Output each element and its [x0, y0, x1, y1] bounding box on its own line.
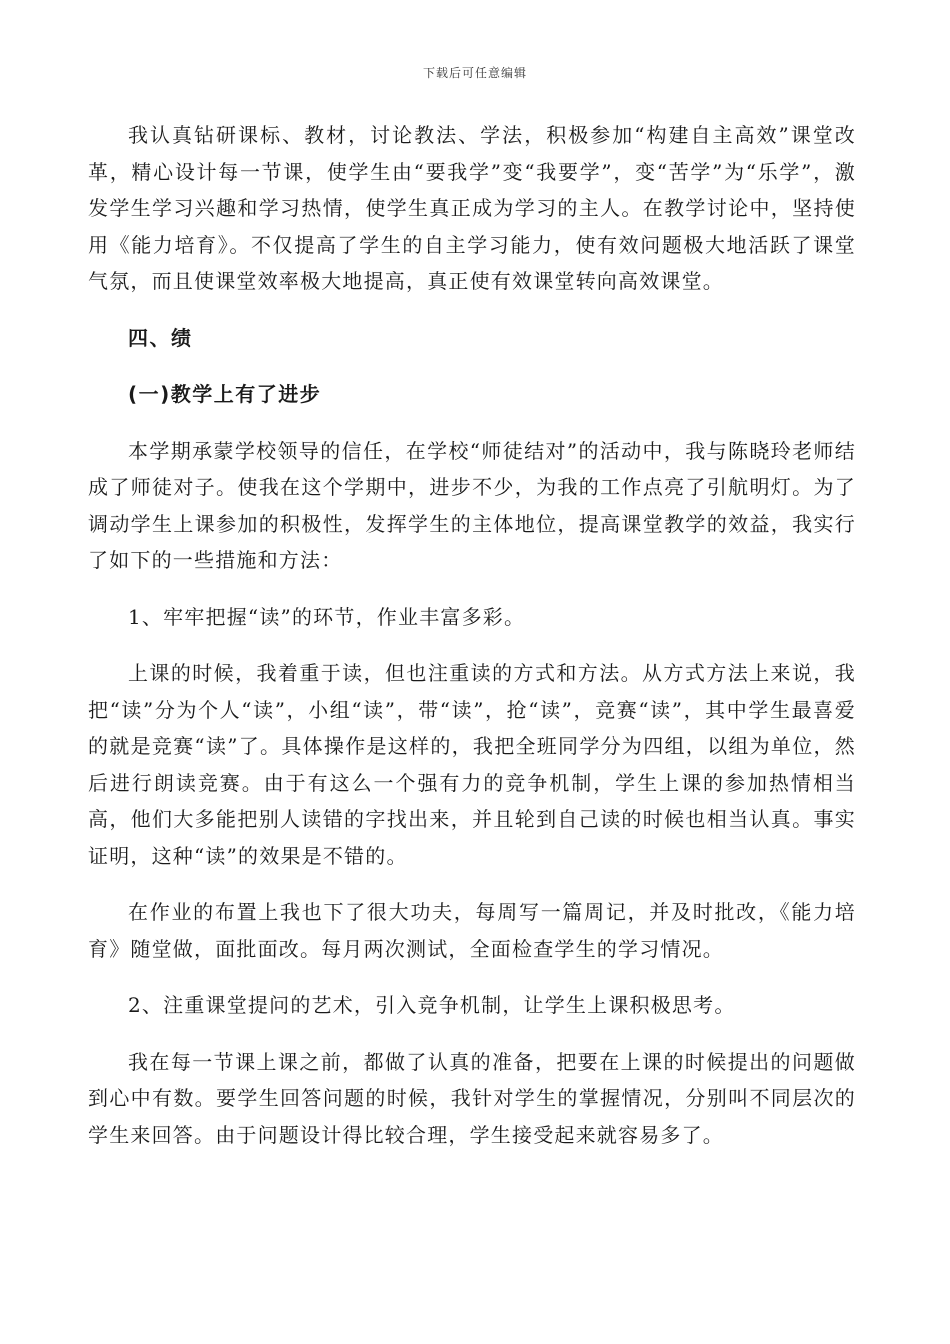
paragraph-classroom-reform: 我认真钻研课标、教材，讨论教法、学法，积极参加“构建自主高效”课堂改革，精心设计每一节课，使学生由“要我学”变“我要学”，变“苦学”为“乐学”，激发学生学习兴趣和学习热情，使学生真正成为学习的主人。在教学讨论中，坚持使用《能力培育》。不仅提高了学生的自主学习能力，使有效问题极大地活跃了课堂气氛，而且使课堂效率极大地提高，真正使有效课堂转向高效课堂。 — [88, 123, 856, 293]
item-heading-reading: 1、牢牢把握“读”的环节，作业丰富多彩。 — [128, 604, 526, 629]
paragraph-questioning: 我在每一节课上课之前，都做了认真的准备，把要在上课的时候提出的问题做到心中有数。要学生回答问题的时候，我针对学生的掌握情况，分别叫不同层次的学生来回答。由于问题设计得比较合理，学生接受起来就容易多了。 — [88, 1049, 856, 1147]
page-header: 下载后可任意编辑 — [422, 66, 527, 80]
paragraph-homework: 在作业的布置上我也下了很大功夫，每周写一篇周记，并及时批改，《能力培育》随堂做，面批面改。每月两次测试，全面检查学生的学习情况。 — [88, 900, 856, 961]
paragraph-mentorship: 本学期承蒙学校领导的信任，在学校“师徒结对”的活动中，我与陈晓玲老师结成了师徒对子。使我在这个学期中，进步不少，为我的工作点亮了引航明灯。为了调动学生上课参加的积极性，发挥学生的主体地位，提高课堂教学的效益，我实行了如下的一些措施和方法： — [88, 438, 856, 572]
document-body — [88, 117, 856, 1173]
section-heading-achievements: 四、绩 — [128, 325, 193, 350]
item-heading-questioning: 2、注重课堂提问的艺术，引入竞争机制，让学生上课积极思考。 — [128, 993, 736, 1017]
paragraph-reading-methods: 上课的时候，我着重于读，但也注重读的方式和方法。从方式方法上来说，我把“读”分为个人“读”，小组“读”，带“读”，抢“读”，竞赛“读”，其中学生最喜爱的就是竞赛“读”了。具体操作是这样的，我把全班同学分为四组，以组为单位，然后进行朗读竞赛。由于有这么一个强有力的竞争机制，学生上课的参加热情相当高，他们大多能把别人读错的字找出来，并且轮到自己读的时候也相当认真。事实证明，这种“读”的效果是不错的。 — [88, 661, 856, 868]
subsection-heading-teaching-progress: (一)教学上有了进步 — [128, 382, 322, 406]
